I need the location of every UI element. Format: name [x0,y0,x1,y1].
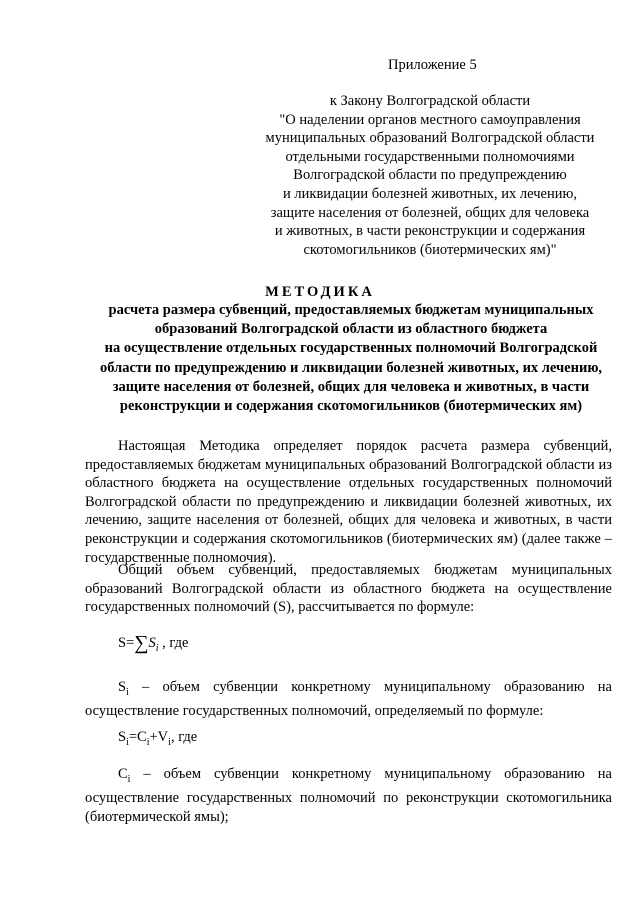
formula-part: S [118,729,127,745]
formula-part: =C [128,729,147,745]
var-subscript: i [127,773,131,785]
subtitle-line: образований Волгоградской области из областного бюджета [154,321,548,338]
subtitle-line: расчета размера субвенций, предоставляемых бюджетам муниципальных [108,302,594,318]
formula-part: +V [149,729,169,745]
annex-line: муниципальных образований Волгоградской области [265,130,595,147]
subtitle-line: реконструкции и содержания скотомогильников (биотермических ям) [119,398,583,415]
annex-line: Волгоградской области по предупреждению [293,167,567,184]
annex-line: и ликвидации болезней животных, их лечению, [283,185,577,202]
annex-line: и животных, в части реконструкции и содержания [274,223,586,240]
var-name: C [118,766,128,782]
var-name: S [118,679,127,695]
annex-line: "О наделении органов местного самоуправления [279,111,581,128]
paragraph-intro: Настоящая Методика определяет порядок расчета размера субвенций, предоставляемых бюджетам муниципальных образований Волгоградской области из областного бюджета на осуществление отдельных государственных полномочий Волгоградской области по предупреждению и ликвидации болезней животных, их лечению, защите населения от болезней, общих для человека и животных, в части реконструкции и содержания скотомогильников (биотермических ям) (далее также – государственные полномочия). [85,438,612,566]
title-text: МЕТОДИКА [265,284,375,300]
formula-subscript: i [146,736,150,748]
paragraph-total-volume: Общий объем субвенций, предоставляемых бюджетам муниципальных образований Волгоградской области из областного бюджета на осуществление государственных полномочий (S), рассчитывается по формуле: [85,562,612,616]
paragraph-ci-definition [85,765,612,827]
definition-text: – объем субвенции конкретному муниципальному образованию на осуществление государственных полномочий, определяемый по формуле: [85,679,612,720]
annex-title: Приложение 5 [388,57,477,73]
formula-suffix: , где [170,729,198,745]
paragraph-si-definition [85,678,612,721]
annex-reference [250,92,610,259]
formula-si [118,727,197,753]
formula-lhs: S= [118,635,135,651]
annex-line: защите населения от болезней, общих для человека [270,204,590,221]
formula-term: S [148,635,156,651]
annex-line: к Закону Волгоградской области [329,93,531,109]
annex-line: отдельными государственными полномочиями [285,148,575,165]
formula-suffix: , где [158,635,189,651]
formula-subscript: i [168,736,171,748]
definition-text: – объем субвенции конкретному муниципальному образованию на осуществление государственных полномочий по реконструкции скотомогильника (биотермической ямы); [85,766,612,826]
annex-line: скотомогильников (биотермических ям)" [303,241,557,258]
formula-subscript: i [126,736,129,748]
formula-total [118,633,188,659]
subtitle-line: защите населения от болезней, общих для человека и животных, в части [112,378,590,395]
var-subscript: i [126,686,129,698]
formula-subscript: i [155,642,159,654]
subtitle-line: области по предупреждению и ликвидации болезней животных, их лечению, [99,359,603,376]
subtitle-line: на осуществление отдельных государственных полномочий Волгоградской [104,340,598,357]
sum-symbol: ∑ [134,632,149,654]
document-title [80,283,560,302]
document-subtitle [86,301,616,416]
